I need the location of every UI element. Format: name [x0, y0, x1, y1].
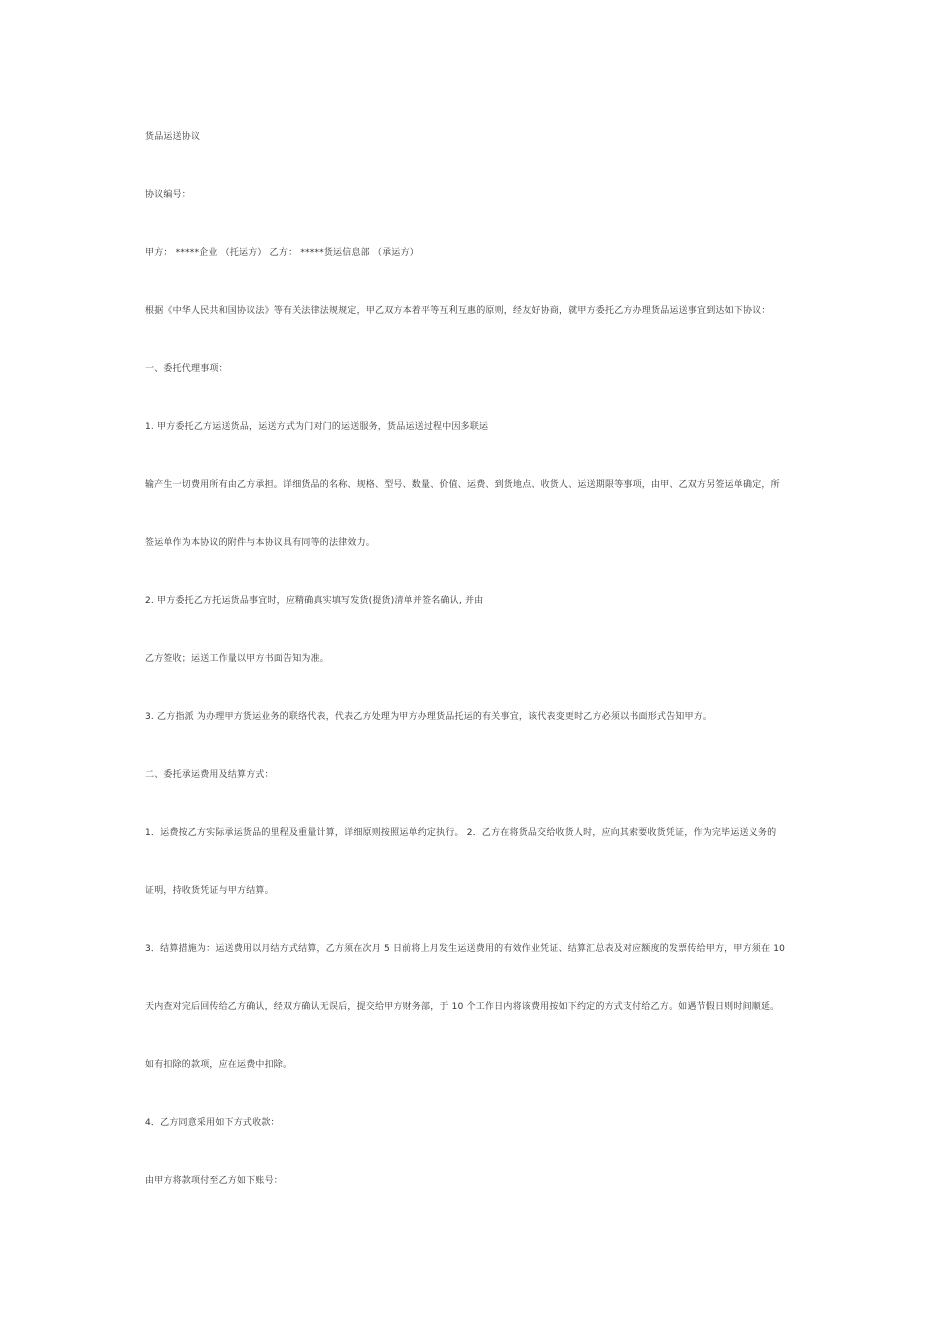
section-2-item-1-line-2: 证明，持收货凭证与甲方结算。 — [145, 886, 274, 896]
section-1-heading: 一、委托代理事项： — [145, 364, 228, 374]
section-2-heading: 二、委托承运费用及结算方式： — [145, 770, 274, 780]
section-1-item-1-line-2: 输产生一切费用所有由乙方承担。详细货品的名称、规格、型号、数量、价值、运费、到货地点、收货人、运送期限等事项，由甲、乙双方另签运单确定，所 — [145, 480, 780, 490]
document-title: 货品运送协议 — [145, 132, 201, 142]
section-1-item-2-line-2: 乙方签收；运送工作量以甲方书面告知为准。 — [145, 654, 330, 664]
section-2-item-3-line-3: 如有扣除的款项，应在运费中扣除。 — [145, 1060, 293, 1070]
section-1-item-1-line-3: 签运单作为本协议的附件与本协议具有同等的法律效力。 — [145, 538, 376, 548]
section-1-item-3: 3. 乙方指派 为办理甲方货运业务的联络代表，代表乙方处理为甲方办理货品托运的有关事宜，该代表变更时乙方必须以书面形式告知甲方。 — [145, 712, 713, 722]
section-1-item-2-line-1: 2. 甲方委托乙方托运货品事宜时，应精确真实填写发货(提货)清单并签名确认, 并由 — [145, 596, 484, 606]
parties-line: 甲方： *****企业 （托运方） 乙方： *****货运信息部 （承运方） — [145, 248, 419, 258]
agreement-number-label: 协议编号： — [145, 190, 192, 200]
preamble-paragraph: 根据《中华人民共和国协议法》等有关法律法规规定，甲乙双方本着平等互利互惠的原则，经友好协商，就甲方委托乙方办理货品运送事宜到达如下协议： — [145, 306, 771, 316]
section-2-item-3-line-1: 3．结算措施为：运送费用以月结方式结算，乙方须在次月 5 日前将上月发生运送费用的有效作业凭证、结算汇总表及对应额度的发票传给甲方，甲方须在 10 — [145, 944, 786, 954]
section-2-item-4: 4．乙方同意采用如下方式收款： — [145, 1118, 280, 1128]
section-2-item-1-line-1: 1．运费按乙方实际承运货品的里程及重量计算，详细原则按照运单约定执行。 2．乙方在将货品交给收货人时，应向其索要收货凭证，作为完毕运送义务的 — [145, 828, 777, 838]
section-2-item-4-detail: 由甲方将款项付至乙方如下账号： — [145, 1176, 284, 1186]
section-2-item-3-line-2: 天内查对完后回传给乙方确认，经双方确认无误后，提交给甲方财务部，于 10 个工作日内将该费用按如下约定的方式支付给乙方。如遇节假日则时间顺延。 — [145, 1002, 780, 1012]
section-1-item-1-line-1: 1. 甲方委托乙方运送货品，运送方式为门对门的运送服务，货品运送过程中因多联运 — [145, 422, 489, 432]
